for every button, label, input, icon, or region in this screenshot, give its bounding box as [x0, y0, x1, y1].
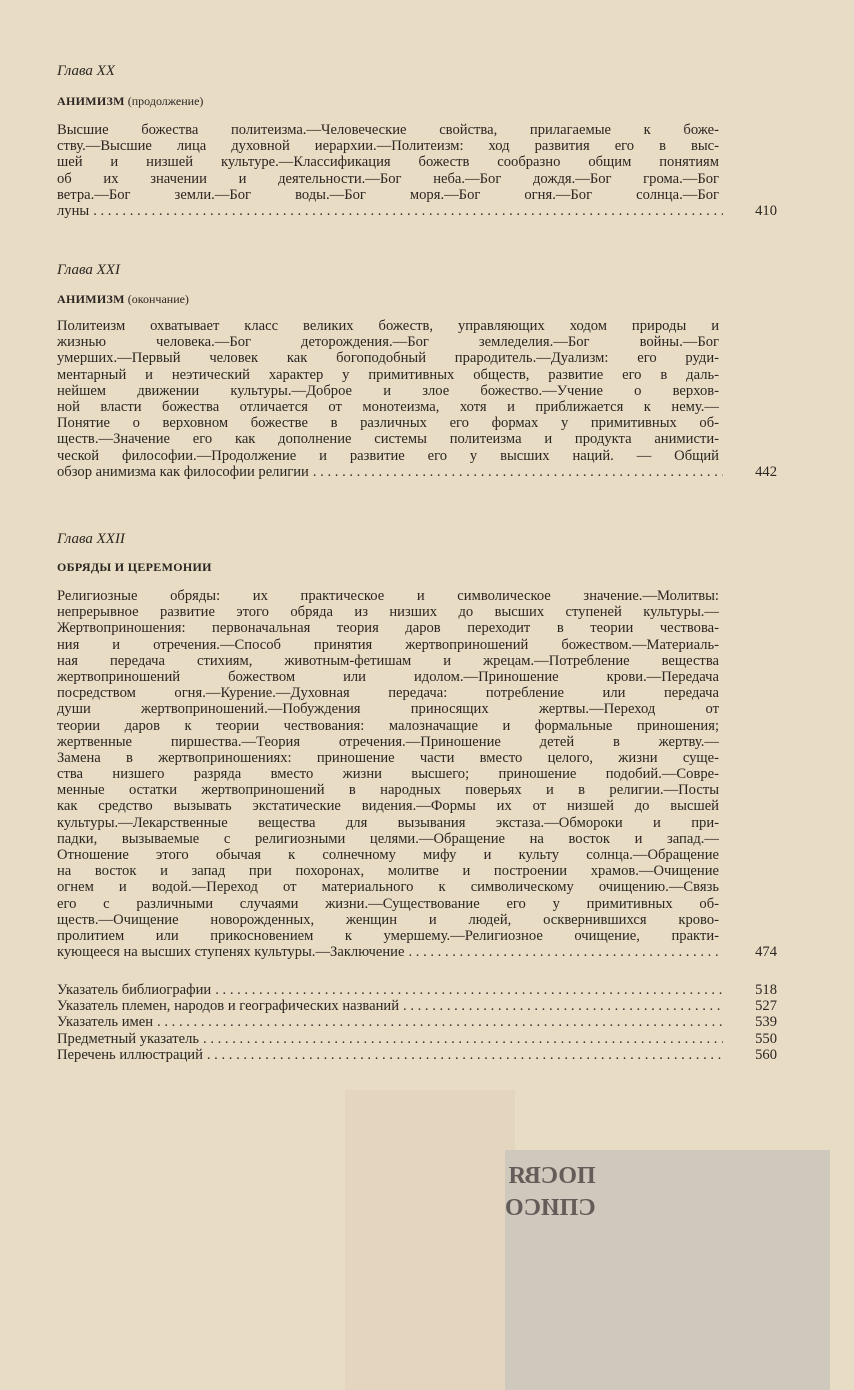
summary-line: посредством огня.—Курение.—Духовная передача: потребление или передача — [57, 685, 719, 702]
entry-text: Перечень иллюстраций — [57, 1046, 203, 1063]
paper-shadow — [345, 1090, 515, 1390]
summary-line: культуры.—Лекарственные вещества для вызывания экстаза.—Обмороки и при- — [57, 814, 719, 831]
chapter-summary — [57, 588, 777, 960]
summary-line: умерших.—Первый человек как богоподобный прародитель.—Дуализм: его руди- — [57, 350, 719, 367]
chapter-label: Глава XX — [57, 63, 115, 79]
entry-text: обзор анимизма как философии религии — [57, 463, 309, 480]
page-number: 539 — [755, 1014, 777, 1031]
summary-line: Жертвоприношения: первоначальная теория даров переходит в теории чествова- — [57, 620, 719, 637]
page-number: 527 — [755, 998, 777, 1015]
summary-line: ветра.—Бог земли.—Бог воды.—Бог моря.—Бог огня.—Бог солнца.—Бог — [57, 186, 719, 203]
summary-line: огнем и водой.—Переход от материального к символическому очищению.—Связь — [57, 879, 719, 896]
dot-leader — [215, 982, 723, 998]
summary-line: нейшем движении культуры.—Доброе и злое божество.—Учение о верхов- — [57, 382, 719, 399]
page-number: 518 — [755, 982, 777, 998]
summary-last-line — [57, 464, 777, 480]
summary-line: жертвенные пиршества.—Теория отречения.—Приношение детей в жертву.— — [57, 733, 719, 750]
summary-line: Политеизм охватывает класс великих божеств, управляющих ходом природы и — [57, 318, 719, 334]
summary-line: шей и низшей культуре.—Классификация божеств сообразно общим понятиям — [57, 154, 719, 171]
summary-line: ства низшего разряда вместо жизни высшего; приношение подобий.—Совре- — [57, 766, 719, 783]
index-list — [57, 982, 777, 1063]
dot-leader — [313, 464, 723, 480]
summary-line: как средство вызывать экстатические видения.—Формы их от низшей до высшей — [57, 798, 719, 815]
summary-line: жертвоприношений божеством или идолом.—Приношение крови.—Передача — [57, 668, 719, 685]
summary-line: ной власти божества отличается от монотеизма, хотя и приближается к нему.— — [57, 398, 719, 415]
page-number: 474 — [755, 944, 777, 961]
page-number: 560 — [755, 1046, 777, 1063]
summary-line: Понятие о верховном божестве в различных его формах у примитивных об- — [57, 415, 719, 432]
chapter-heading — [57, 94, 203, 109]
entry-text: Указатель библиографии — [57, 982, 212, 998]
dot-leader — [203, 1031, 723, 1047]
entry-text: Указатель имен — [57, 1014, 154, 1031]
summary-last-line — [57, 944, 777, 960]
page-number: 442 — [755, 463, 777, 480]
chapter-title: АНИМИЗМ — [57, 94, 125, 108]
index-entry — [57, 1031, 777, 1047]
summary-line: пролитием или прикосновением к умершему.—Религиозное очищение, практи- — [57, 927, 719, 944]
stamp-line: СПИСО — [505, 1195, 596, 1221]
summary-line: об их значении и деятельности.—Бог неба.—Бог дождя.—Бог грома.—Бог — [57, 170, 719, 187]
summary-line: Отношение этого обычая к солнечному мифу и культу солнца.—Обращение — [57, 847, 719, 863]
summary-line: ная передача стихиям, животным-фетишам и жрецам.—Потребление вещества — [57, 652, 719, 669]
chapter-label: Глава XXI — [57, 262, 120, 278]
stamp-text — [505, 1160, 596, 1224]
index-entry — [57, 998, 777, 1014]
entry-text: кующееся на высших ступенях культуры.—Заключение — [57, 944, 405, 961]
summary-line: Высшие божества политеизма.—Человеческие свойства, прилагаемые к боже- — [57, 122, 719, 138]
index-entry — [57, 1047, 777, 1063]
chapter-subtitle: (продолжение) — [127, 94, 204, 108]
stamp-line: ПОСВЯ — [508, 1163, 596, 1189]
entry-text: Указатель племен, народов и географических названий — [57, 998, 400, 1015]
summary-line: ству.—Высшие лица духовной иерархии.—Политеизм: ход развития его в выс- — [57, 138, 719, 155]
dot-leader — [93, 203, 723, 219]
summary-line: его с различными случаями жизни.—Существование его у примитивных об- — [57, 895, 719, 912]
summary-line: на восток и запад при похоронах, молитве и построении храмов.—Очищение — [57, 863, 719, 880]
chapter-heading — [57, 292, 189, 307]
dot-leader — [157, 1014, 723, 1030]
summary-line: ментарный и неэтический характер у примитивных обществ, развитие его в даль- — [57, 366, 719, 383]
index-entry — [57, 982, 777, 998]
page-number: 550 — [755, 1030, 777, 1047]
summary-line: ческой философии.—Продолжение и развитие его у высших наций. — Общий — [57, 447, 719, 464]
chapter-subtitle: (окончание) — [127, 292, 189, 306]
chapter-summary — [57, 318, 777, 480]
summary-line: Замена в жертвоприношениях: приношение части вместо целого, жизни суще- — [57, 749, 719, 766]
summary-last-line — [57, 203, 777, 219]
chapter-summary — [57, 122, 777, 219]
chapter-label: Глава XXII — [57, 531, 125, 547]
summary-line: менные остатки жертвоприношений в народных поверьях и в религии.—Посты — [57, 782, 719, 799]
chapter-title: АНИМИЗМ — [57, 292, 125, 306]
summary-line: Религиозные обряды: их практическое и символическое значение.—Молитвы: — [57, 588, 719, 604]
page-number: 410 — [755, 202, 777, 219]
entry-text: Предметный указатель — [57, 1030, 200, 1047]
summary-line: ния и отречения.—Способ принятия жертвоприношений божеством.—Материаль- — [57, 636, 719, 653]
entry-text: луны — [57, 202, 90, 219]
summary-line: непрерывное развитие этого обряда из низших до высших ступеней культуры.— — [57, 604, 719, 621]
summary-line: ществ.—Значение его как дополнение системы политеизма и продукта анимисти- — [57, 431, 719, 448]
index-entry — [57, 1014, 777, 1030]
chapter-title: ОБРЯДЫ И ЦЕРЕМОНИИ — [57, 560, 212, 574]
dot-leader — [408, 944, 723, 960]
summary-line: жизнью человека.—Бог деторождения.—Бог земледелия.—Бог войны.—Бог — [57, 334, 719, 351]
dot-leader — [207, 1047, 723, 1063]
summary-line: ществ.—Очищение новорожденных, женщин и людей, осквернившихся крово- — [57, 911, 719, 928]
summary-line: падки, вызываемые с религиозными целями.—Обращение на восток и запад.— — [57, 830, 719, 847]
summary-line: души жертвоприношений.—Побуждения приносящих жертвы.—Переход от — [57, 701, 719, 718]
summary-line: теории даров к теории чествования: малозначащие и формальные приношения; — [57, 717, 719, 734]
dot-leader — [403, 998, 723, 1014]
chapter-heading — [57, 560, 212, 575]
